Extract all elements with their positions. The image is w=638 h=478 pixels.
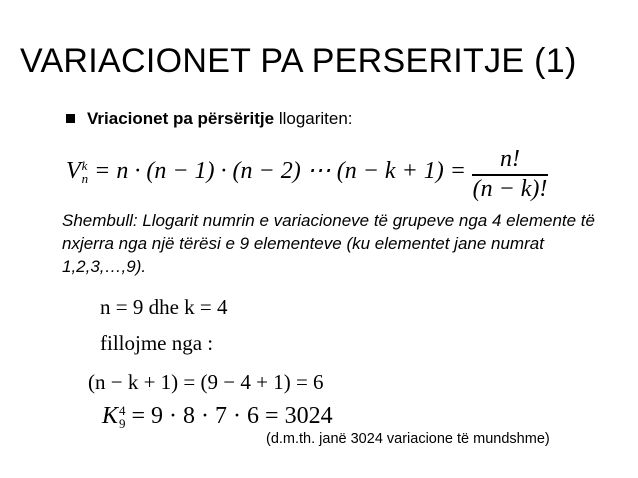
fraction-denominator: (n − k)! [472, 175, 548, 202]
calc-given-values: n = 9 dhe k = 4 [100, 295, 228, 319]
fraction-numerator: n! [500, 146, 520, 172]
calc-step: (n − k + 1) = (9 − 4 + 1) = 6 [88, 370, 324, 394]
result-note: (d.m.th. janë 3024 variacione të mundshme) [266, 431, 550, 447]
bullet-bold-text: Vriacionet pa përsëritje [87, 109, 275, 128]
calc-result [102, 403, 333, 430]
formula-subscript: n [81, 171, 89, 187]
result-superscript: 4 [119, 403, 126, 419]
formula-superscript: k [81, 158, 88, 174]
variation-formula [66, 156, 466, 185]
result-symbol: K [102, 403, 119, 429]
square-bullet-icon [66, 114, 75, 123]
result-subscript: 9 [119, 416, 126, 432]
formula-fraction [470, 146, 550, 203]
calc-start-label: fillojme nga : [100, 331, 214, 355]
result-expression: = 9 · 8 · 7 · 6 = 3024 [131, 403, 333, 429]
example-text: Shembull: Llogarit numrin e variacioneve të grupeve nga 4 elemente të nxjerra nga një tërësi e 9 elementeve (ku elementet jane numrat 1,2,3,…,9). [62, 211, 595, 276]
bullet-point [66, 109, 353, 129]
bullet-text: llogariten: [274, 109, 353, 128]
formula-product: = n · (n − 1) · (n − 2) ⋯ (n − k + 1) = [94, 158, 466, 184]
slide-title: VARIACIONET PA PERSERITJE (1) [20, 42, 577, 80]
formula-symbol: V [66, 158, 81, 184]
